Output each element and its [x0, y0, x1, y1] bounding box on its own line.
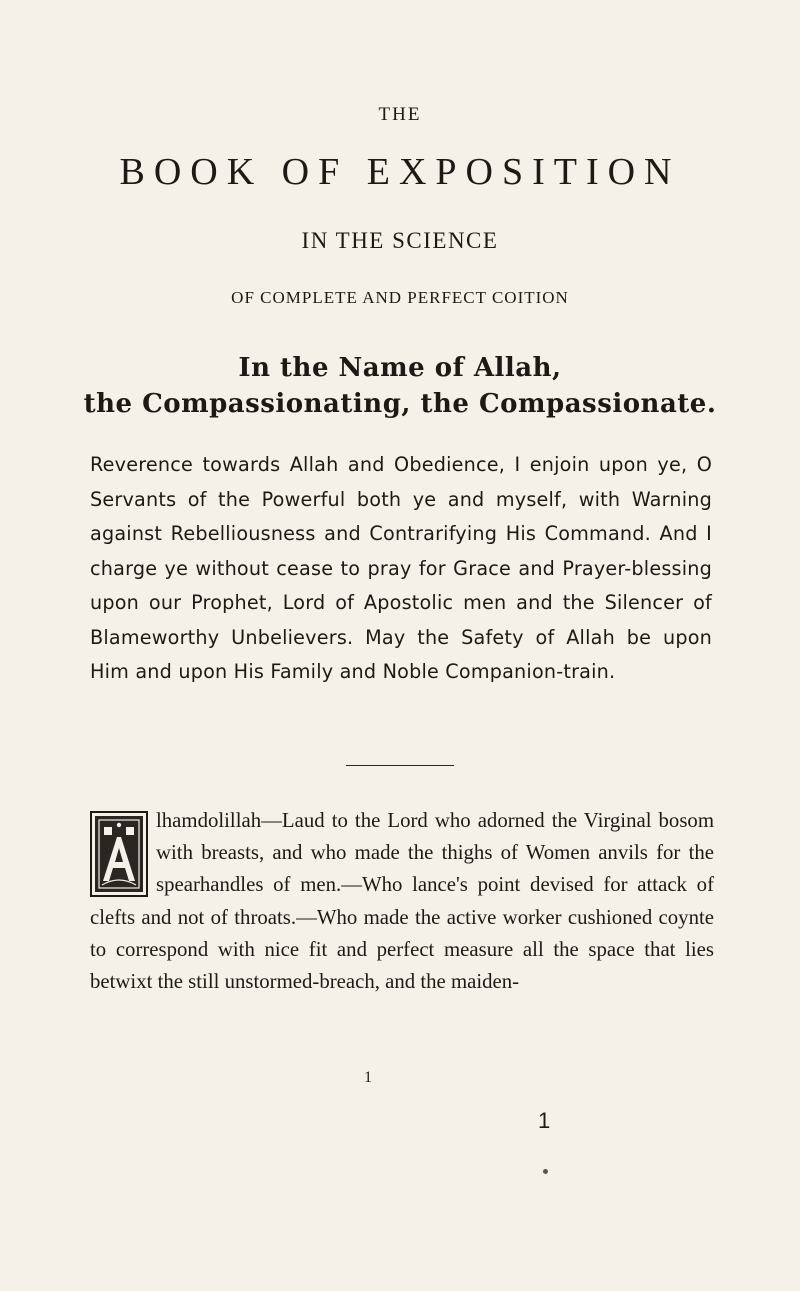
body-paragraph-text: lhamdolillah—Laud to the Lord who adorned the Virginal bosom with breasts, and who made the thighs of Women anvils for the spearhandles of men.—Who lance's point devised for attack of clefts and not of throats.—Who made the active worker cushioned coynte to correspond with nice fit and perfect measure all the space that lies betwixt the still unstormed-breach, and the maiden-	[90, 809, 714, 994]
ornamental-drop-cap-icon	[90, 811, 148, 897]
subtitle-line-2: OF COMPLETE AND PERFECT COITION	[231, 288, 569, 307]
page-number-small: 1	[364, 1069, 372, 1086]
book-title: BOOK OF EXPOSITION	[119, 151, 681, 193]
page-number-large: 1	[538, 1108, 551, 1133]
subtitle-line-1: IN THE SCIENCE	[301, 228, 499, 253]
invocation	[0, 350, 800, 422]
section-divider	[346, 765, 454, 766]
body-paragraph	[90, 805, 714, 998]
ink-speck	[543, 1169, 548, 1174]
invocation-line-1: In the Name of Allah,	[238, 353, 562, 383]
preface-paragraph: Reverence towards Allah and Obedience, I enjoin upon ye, O Servants of the Powerful both ye and myself, with Warning against Rebelliousness and Contrarifying His Command. And I charge ye without cease to pray for Grace and Prayer-blessing upon our Prophet, Lord of Apostolic men and the Silencer of Blameworthy Unbelievers. May the Safety of Allah be upon Him and upon His Family and Noble Companion-train.	[90, 453, 712, 683]
invocation-line-2: the Compassionating, the Compassionate.	[83, 389, 717, 419]
title-the: THE	[378, 104, 422, 125]
